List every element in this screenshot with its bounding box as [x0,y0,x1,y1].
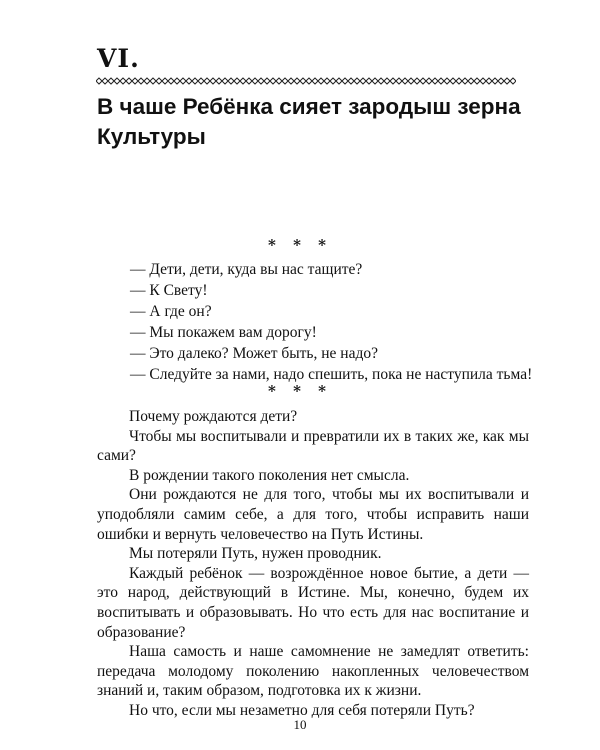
body-text [97,407,529,721]
dialogue-line: — К Свету! [130,282,208,299]
paragraph: Чтобы мы воспитывали и превратили их в таких же, как мы сами? [97,427,529,465]
dialogue-line: — Это далеко? Может быть, не надо? [130,345,378,362]
page-number: 10 [293,717,307,732]
chapter-title: В чаше Ребёнка сияет зародыш зерна Культуры [97,94,521,149]
dialogue-line: — Мы покажем вам дорогу! [130,324,317,341]
paragraph: Каждый ребёнок — возрождённое новое бытие, а дети — это народ, действующий в Истине. Мы, конечно, будем их воспитывать и образовывать. Но что есть для нас воспитание и образование? [97,564,529,641]
paragraph: Но что, если мы незаметно для себя потеряли Путь? [129,701,475,719]
paragraph: Они рождаются не для того, чтобы мы их воспитывали и уподобляли самим себе, а для того, чтобы исправить наши ошибки и вернуть человечество на Путь Истины. [97,486,529,543]
dialogue-line: — Дети, дети, куда вы нас тащите? [130,261,363,278]
dialogue-line: — Следуйте за нами, надо спешить, пока не наступила тьма! [130,366,533,383]
paragraph: Наша самость и наше самомнение не замедлят ответить: передача молодому поколению накопленных человечеством знаний и, таким образом, подготовка их к жизни. [97,643,529,700]
paragraph: Почему рождаются дети? [129,408,298,425]
chapter-number: VI. [97,44,140,73]
separator-bottom: * * * [268,382,332,400]
paragraph: В рождении такого поколения нет смысла. [129,466,410,484]
dialogue-line: — А где он? [130,303,212,320]
ornament-divider [96,75,516,87]
separator-top: * * * [268,236,332,254]
paragraph: Мы потеряли Путь, нужен проводник. [129,545,382,563]
dialogue-block [130,259,550,385]
